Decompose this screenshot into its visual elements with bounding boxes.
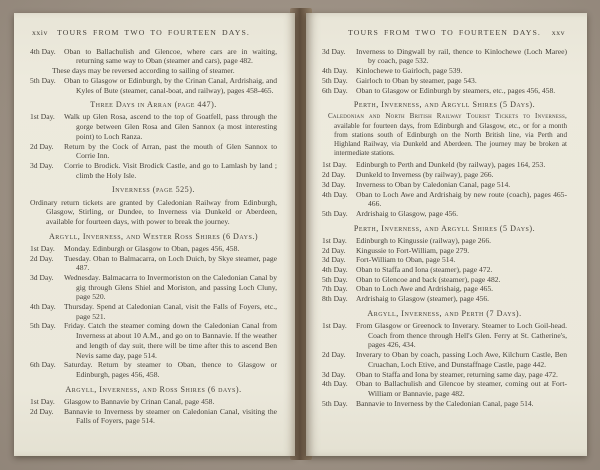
itinerary-item: 6th Day. Oban to Glasgow or Edinburgh by steamers, etc., pages 456, 458. [322,85,556,95]
page-content [322,47,567,409]
railway-tickets-note: Caledonian and North British Railway Tourist Tickets to Inverness, available for fourteen days, from Edinburgh and Glasgow, etc., or for a month from stations south of Edinburgh on the North British line, via Perth and Highland Railway, via Dunkeld and Aberdeen. The journey may be broken at intermediate stations. [328,112,567,158]
itinerary-item: These days may be reversed according to sailing of steamer. [52,66,235,76]
page-header [322,28,567,38]
note-lead: Caledonian and North British Railway Tourist Tickets to Inverness, [328,112,567,121]
itinerary-item: 4th Day. Thursday. Spend at Caledonian Canal, visit the Falls of Foyers, etc., page 521. [30,302,277,321]
day-label: 2d Day. [322,350,346,360]
day-label: 3d Day. [322,179,346,189]
day-label: 1st Day. [30,396,55,406]
itinerary-list [322,47,567,96]
day-label: 5th Day. [30,321,56,331]
day-label: 5th Day. [322,208,348,218]
itinerary-item: 1st Day. Monday. Edinburgh or Glasgow to Oban, pages 456, 458. [30,243,240,253]
itinerary-item: 4th Day. Oban to Staffa and Iona (steamer), page 472. [322,264,493,274]
itinerary-item: 3d Day. Oban to Staffa and Iona by steamer, returning same day, page 472. [322,369,558,379]
day-label: 2d Day. [30,253,54,263]
itinerary-item: 2d Day. Tuesday. Oban to Balmacarra, on Loch Duich, by Skye steamer, page 487. [30,253,277,273]
day-label: 4th Day. [322,264,348,274]
itinerary-item: 6th Day. Saturday. Return by steamer to Oban, thence to Glasgow or Edinburgh, pages 456, 458. [30,360,277,379]
itinerary-item: 2d Day. Kingussie to Fort-William, page 279. [322,245,470,255]
day-label: 5th Day. [322,75,348,85]
itinerary-item: 4th Day. Oban to Ballachulish and Glencoe, where cars are in waiting, returning same way to Oban (steamer and cars), page 482. [30,46,277,66]
page-right [306,13,587,456]
itinerary-item: 4th Day. Oban to Loch Awe and Ardrishaig by new route (coach), pages 465-466. [322,189,567,209]
itinerary-item: 4th Day. Oban to Ballachulish and Glencoe by steamer, coming out at Fort-William or Bannavie, page 482. [322,379,567,398]
page-header [30,28,277,38]
day-label: 4th Day. [322,66,348,76]
itinerary-item: 1st Day. Glasgow to Bannavie by Crinan Canal, page 458. [30,396,215,406]
itinerary-item: 2d Day. Return by the Cock of Arran, past the mouth of Glen Sannox to Corrie Inn. [30,141,277,161]
itinerary-item: 8th Day. Ardrishaig to Glasgow (steamer), page 456. [322,294,490,304]
itinerary-item: 1st Day. From Glasgow or Greenock to Inverary. Steamer to Loch Goil-head. Coach from thence through Hell's Glen. Ferry at St. Catherine's, pages 426, 434. [322,320,567,350]
day-label: 6th Day. [30,360,56,370]
day-label: 5th Day. [322,274,348,284]
day-label: 3d Day. [322,255,346,265]
day-label: 4th Day. [322,379,348,389]
day-label: 4th Day. [30,46,56,56]
itinerary-list [322,160,567,218]
itinerary-list [30,397,277,426]
day-label: 4th Day. [30,302,56,312]
itinerary-item: 1st Day. Edinburgh to Perth and Dunkeld (by railway), pages 164, 253. [322,160,546,170]
day-label: 2d Day. [30,406,54,416]
section-heading: Inverness (page 525). [112,185,195,195]
page-left [14,13,295,456]
itinerary-item: 4th Day. Kinlochewe to Gairloch, page 539. [322,66,463,76]
day-label: 1st Day. [30,243,55,253]
running-title: TOURS FROM TWO TO FOURTEEN DAYS. [348,28,541,37]
itinerary-list [322,236,567,304]
itinerary-item: 3d Day. Inverness to Dingwall by rail, thence to Kinlochewe (Loch Maree) by coach, page 532. [322,46,567,66]
itinerary-list [30,112,277,180]
day-label: 1st Day. [30,112,55,122]
itinerary-item: 5th Day. Ardrishaig to Glasgow, page 456. [322,208,459,218]
itinerary-item: 7th Day. Oban to Loch Awe and Ardrishaig, page 465. [322,284,494,294]
page-number-left: xxiv [32,28,48,37]
section-heading: Argyll, Inverness, and Perth (7 Days). [367,308,522,318]
day-label: 8th Day. [322,294,348,304]
itinerary-item: 5th Day. Oban to Glencoe and back (steamer), page 482. [322,274,501,284]
itinerary-list [30,47,277,96]
section-heading: Perth, Inverness, and Argyll Shires (5 Days). [353,100,536,110]
itinerary-item: 1st Day. Walk up Glen Rosa, ascend to the top of Goatfell, pass through the gorge between Glen Rosa and Glen Sannox (a most interesting point) to Loch Ranza. [30,112,277,141]
day-label: 3d Day. [30,272,54,282]
itinerary-item: 5th Day. Gairloch to Oban by steamer, page 543. [322,75,477,85]
day-label: 2d Day. [30,141,54,151]
itinerary-item: 1st Day. Edinburgh to Kingussie (railway), page 266. [322,235,492,245]
day-label: 3d Day. [30,160,54,170]
itinerary-item: 3d Day. Fort-William to Oban, page 514. [322,255,456,265]
day-label: 4th Day. [322,189,348,199]
day-label: 1st Day. [322,235,347,245]
itinerary-item: 2d Day. Dunkeld to Inverness (by railway), page 266. [322,170,494,180]
itinerary-item: 5th Day. Bannavie to Inverness by the Caledonian Canal, page 514. [322,398,534,408]
day-label: 2d Day. [322,245,346,255]
itinerary-item: 5th Day. Friday. Catch the steamer coming down the Caledonian Canal from Inverness at about 10 A.M., and go on to Bannavie. If the weather and length of day suit, there will be time after this to ascend Ben Nevis same day, page 514. [30,321,277,360]
day-label: 7th Day. [322,284,348,294]
itinerary-item: 2d Day. Inverary to Oban by coach, passing Loch Awe, Kilchurn Castle, Ben Cruachan, Loch Etive, and Dunstaffnage Castle, page 442. [322,350,567,369]
itinerary-item: 3d Day. Inverness to Oban by Caledonian Canal, page 514. [322,179,511,189]
section-heading: Argyll, Inverness, and Ross Shires (6 days). [65,384,242,394]
section-heading: Three Days in Arran (page 447). [90,100,217,110]
day-label: 6th Day. [322,85,348,95]
itinerary-item: 3d Day. Corrie to Brodick. Visit Brodick Castle, and go to Lamlash by land ; climb the Holy Isle. [30,160,277,180]
day-label: 1st Day. [322,320,347,330]
day-label: 5th Day. [30,75,56,85]
section-heading: Perth, Inverness, and Argyll Shires (5 Days). [353,223,536,233]
page-number-right: xxv [551,28,565,37]
day-label: 2d Day. [322,170,346,180]
day-label: 3d Day. [322,369,346,379]
itinerary-list [322,321,567,408]
itinerary-item: 5th Day. Oban to Glasgow or Edinburgh, by the Crinan Canal, Ardrishaig, and Kyles of Bute (steamer, canal-boat, and railway), pages 458-465. [30,75,277,95]
running-title: TOURS FROM TWO TO FOURTEEN DAYS. [57,28,250,37]
page-content [30,47,277,426]
itinerary-list [30,244,277,380]
itinerary-item: 2d Day. Bannavie to Inverness by steamer on Caledonian Canal, visiting the Falls of Foyers, page 514. [30,406,277,426]
day-label: 5th Day. [322,398,348,408]
note-paragraph: Ordinary return tickets are granted by Caledonian Railway from Edinburgh, Glasgow, Stirling, or Dundee, to Inverness via Dunkeld or Aberdeen, available for fourteen days, with power to break the journey. [30,197,277,226]
day-label: 3d Day. [322,46,346,56]
section-heading: Argyll, Inverness, and Wester Ross Shires (6 Days.) [48,231,259,241]
itinerary-item: 3d Day. Wednesday. Balmacarra to Invermoriston on the Caledonian Canal by gig through Glens Shiel and Moriston, and passing Loch Cluny, page 520. [30,272,277,302]
day-label: 1st Day. [322,160,347,170]
